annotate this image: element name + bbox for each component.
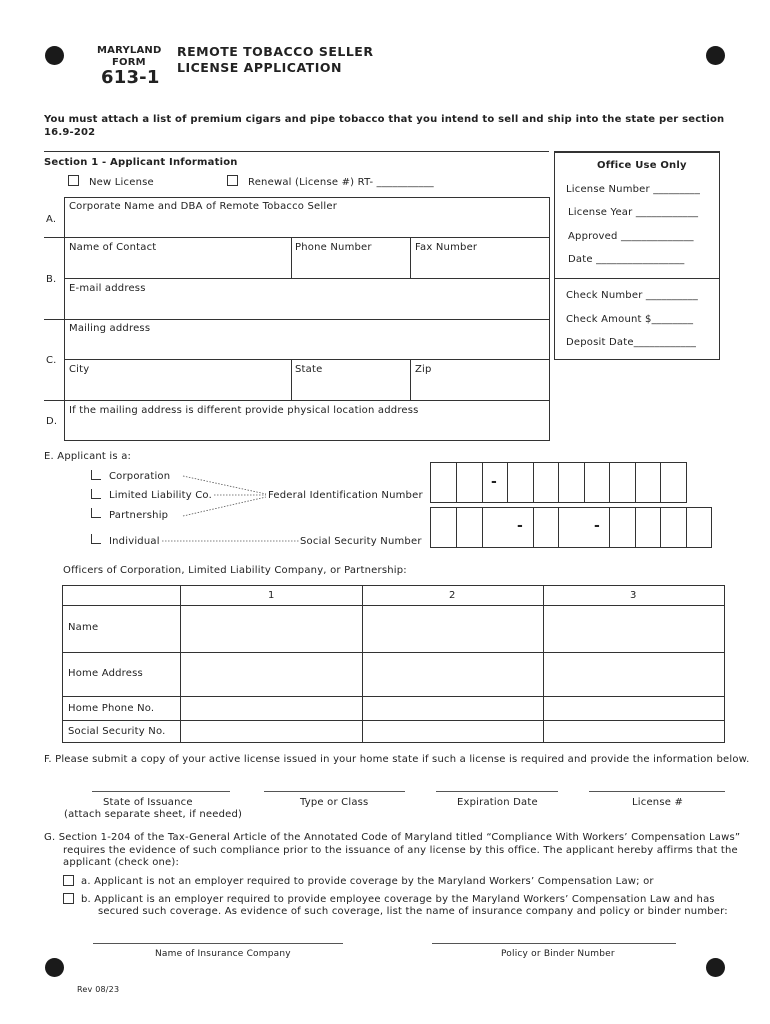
section-g-line1: G. Section 1-204 of the Tax-General Article of the Annotated Code of Maryland titled “Compliance With Workers’ Compensation Laws”	[44, 832, 741, 843]
attach-note: (attach separate sheet, if needed)	[64, 809, 243, 820]
corporation-label: Corporation	[109, 471, 171, 482]
form-title-line2: LICENSE APPLICATION	[177, 60, 342, 75]
section1-title: Section 1 - Applicant Information	[44, 157, 238, 168]
section-f-text: F. Please submit a copy of your active license issued in your home state if such a license is required and provide the information below.	[44, 754, 750, 765]
row-label-a: A.	[46, 214, 57, 225]
row-label-c: C.	[46, 355, 57, 366]
expiration-label: Expiration Date	[457, 797, 538, 808]
form-label: FORM	[112, 57, 146, 68]
contact-name-field[interactable]: Name of Contact	[69, 242, 157, 253]
ssn-input-boxes[interactable]	[430, 507, 712, 548]
state-issuance-field[interactable]	[92, 791, 230, 792]
llc-label: Limited Liability Co.	[109, 490, 212, 501]
policy-number-field[interactable]	[432, 943, 676, 944]
officers-row-phone: Home Phone No.	[68, 703, 155, 714]
section-e-label: E. Applicant is a:	[44, 451, 132, 462]
license-number-field[interactable]	[589, 791, 725, 792]
officers-row-ssn: Social Security No.	[68, 726, 166, 737]
revision-label: Rev 08/23	[77, 985, 120, 994]
city-field[interactable]: City	[69, 364, 90, 375]
officers-row-name: Name	[68, 622, 99, 633]
insurance-company-label: Name of Insurance Company	[155, 949, 291, 959]
physical-address-field[interactable]: If the mailing address is different provide physical location address	[69, 405, 419, 416]
option-a-checkbox[interactable]	[63, 875, 74, 886]
zip-field[interactable]: Zip	[415, 364, 432, 375]
ssn-dash-1: -	[517, 518, 524, 534]
row-label-d: D.	[46, 416, 58, 427]
notice-line1: You must attach a list of premium cigars and pipe tobacco that you intend to sell and ship into the state per section	[44, 114, 725, 125]
option-b-checkbox[interactable]	[63, 893, 74, 904]
license-number-label: License #	[632, 797, 684, 808]
type-class-field[interactable]	[264, 791, 405, 792]
office-approved: Approved ______________	[568, 231, 694, 242]
state-issuance-label: State of Issuance	[103, 797, 193, 808]
partnership-label: Partnership	[109, 510, 169, 521]
individual-label: Individual	[109, 536, 160, 547]
phone-field[interactable]: Phone Number	[295, 242, 372, 253]
officers-col-2: 2	[449, 590, 456, 601]
expiration-field[interactable]	[436, 791, 558, 792]
office-check-number: Check Number __________	[566, 290, 698, 301]
email-field[interactable]: E-mail address	[69, 283, 146, 294]
officers-title: Officers of Corporation, Limited Liability Company, or Partnership:	[63, 565, 407, 576]
form-title-line1: REMOTE TOBACCO SELLER	[177, 44, 374, 59]
section-g-line3: applicant (check one):	[63, 857, 180, 868]
fax-field[interactable]: Fax Number	[415, 242, 478, 253]
office-date: Date _________________	[568, 254, 685, 265]
office-check-amount: Check Amount $________	[566, 314, 694, 325]
row-label-b: B.	[46, 274, 57, 285]
notice-line2: 16.9-202	[44, 127, 96, 138]
fein-label: Federal Identification Number	[268, 490, 423, 501]
office-deposit-date: Deposit Date____________	[566, 337, 697, 348]
office-license-number: License Number _________	[566, 184, 701, 195]
officers-row-address: Home Address	[68, 668, 143, 679]
fein-dash: -	[491, 474, 498, 490]
option-b-label-line1: b. Applicant is an employer required to provide employee coverage by the Maryland Workers’ Compensation Law and has	[81, 894, 715, 905]
renewal-label: Renewal (License #) RT- ___________	[248, 177, 434, 188]
option-b-label-line2: secured such coverage. As evidence of such coverage, list the name of insurance company and policy or binder number:	[98, 906, 728, 917]
mailing-address-field[interactable]: Mailing address	[69, 323, 151, 334]
officers-col-3: 3	[630, 590, 637, 601]
registration-mark	[706, 958, 725, 977]
section-g-line2: requires the evidence of such compliance prior to the issuance of any license by this office. The applicant hereby affirms that the	[63, 845, 738, 856]
registration-mark	[45, 958, 64, 977]
new-license-label: New License	[89, 177, 154, 188]
policy-number-label: Policy or Binder Number	[501, 949, 615, 959]
ssn-label: Social Security Number	[300, 536, 422, 547]
ssn-dash-2: -	[594, 518, 601, 534]
officers-col-1: 1	[268, 590, 275, 601]
option-a-label: a. Applicant is not an employer required to provide coverage by the Maryland Workers’ Compensation Law; or	[81, 876, 654, 887]
state-label: MARYLAND	[97, 45, 162, 56]
form-number: 613-1	[101, 67, 160, 88]
corporate-name-field[interactable]: Corporate Name and DBA of Remote Tobacco Seller	[69, 201, 338, 212]
state-field[interactable]: State	[295, 364, 323, 375]
type-class-label: Type or Class	[300, 797, 369, 808]
insurance-company-field[interactable]	[93, 943, 343, 944]
office-use-title: Office Use Only	[597, 160, 687, 171]
office-license-year: License Year ____________	[568, 207, 699, 218]
